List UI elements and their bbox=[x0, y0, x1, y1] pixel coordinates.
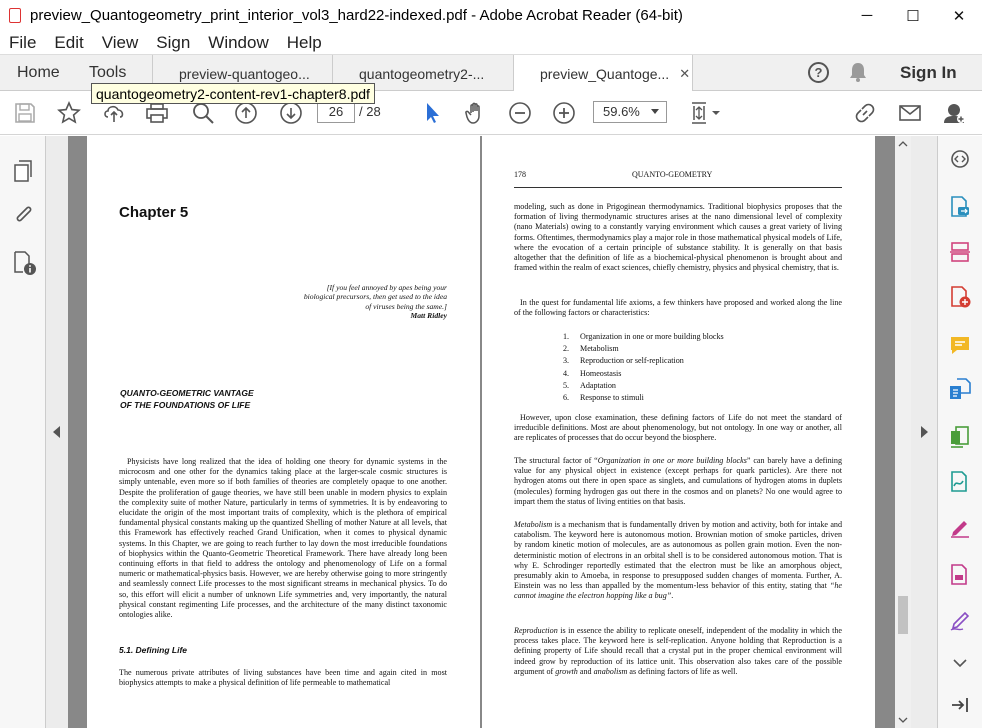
hand-tool-icon[interactable] bbox=[464, 101, 488, 125]
bell-icon[interactable] bbox=[849, 62, 867, 82]
sign-in-button[interactable]: Sign In bbox=[900, 63, 957, 82]
send-for-review-icon[interactable] bbox=[949, 564, 971, 586]
scroll-up-arrow-icon[interactable] bbox=[898, 141, 908, 147]
paragraph: Metabolism is a mechanism that is fundamentally driven by motion and activity, both for intake and catabolism. The keyword here is autonomous motion. Brownian motion of smoke particles, driven by random kinetic motion of molecules, are as autonomous as pollen grain motion. Even the non-deterministic motion of electrons in an orbital shell is to be considered autonomous motion. That is why E. Schrodinger reportedly estimated that the electron must be like an amorphous object, presumably akin to Amoeba, in response to presupposed sudden changes of momenta. Further, A. Einstein was no less than appalled by the momentum-less behavior of this entity, stating that “he cannot imagine the electron hopping like a bug”. bbox=[514, 520, 842, 601]
acrobat-app-icon bbox=[9, 8, 21, 23]
add-user-icon[interactable] bbox=[942, 101, 966, 125]
help-icon[interactable]: ? bbox=[808, 62, 829, 83]
scroll-down-arrow-icon[interactable] bbox=[898, 717, 908, 723]
chevron-down-icon[interactable] bbox=[949, 656, 971, 670]
menu-bar bbox=[0, 31, 982, 54]
menu-help[interactable]: Help bbox=[286, 32, 322, 52]
scrollbar-thumb[interactable] bbox=[898, 596, 908, 634]
running-head: QUANTO-GEOMETRY bbox=[632, 170, 713, 179]
fill-sign-icon[interactable] bbox=[949, 471, 971, 493]
doc-tab-label: preview_Quantoge... bbox=[540, 66, 670, 82]
maximize-button[interactable]: ☐ bbox=[906, 7, 920, 25]
page-number-input[interactable]: 26 bbox=[317, 101, 355, 123]
factor-list bbox=[563, 331, 724, 404]
left-navigation-pane bbox=[0, 136, 46, 728]
tab-tools[interactable]: Tools bbox=[89, 64, 127, 81]
epigraph-line: [If you feel annoyed by apes being your bbox=[326, 283, 447, 292]
menu-window[interactable]: Window bbox=[208, 32, 269, 52]
search-tools-icon[interactable] bbox=[949, 148, 971, 170]
page-thumbnails-icon[interactable] bbox=[13, 159, 35, 183]
zoom-level-select[interactable]: 59.6% bbox=[593, 101, 667, 123]
list-item: 5. Adaptation bbox=[563, 380, 616, 390]
pdf-page-right bbox=[482, 136, 875, 728]
select-cursor-icon[interactable] bbox=[421, 101, 445, 125]
protect-pen-icon[interactable] bbox=[949, 609, 971, 631]
epigraph-author: Matt Ridley bbox=[410, 311, 447, 321]
organize-pages-icon[interactable] bbox=[949, 241, 971, 263]
comment-icon[interactable] bbox=[949, 334, 971, 356]
next-page-icon[interactable] bbox=[279, 101, 303, 125]
zoom-in-icon[interactable] bbox=[552, 101, 576, 125]
create-pdf-icon[interactable] bbox=[949, 286, 971, 308]
zoom-out-icon[interactable] bbox=[508, 101, 532, 125]
print-icon[interactable] bbox=[145, 101, 169, 125]
paragraph: However, upon close examination, these defining factors of Life do not meet the standard of irreducible definitions. Most are about phenomenology, but not ontology. In one way or another, all are replicates of processes that do occur beyond the biosphere. bbox=[514, 413, 842, 443]
menu-view[interactable]: View bbox=[101, 32, 139, 52]
epigraph bbox=[207, 283, 447, 321]
vertical-scrollbar[interactable] bbox=[895, 136, 911, 728]
doc-tab-label: preview-quantogeo... bbox=[179, 65, 310, 82]
export-pdf-icon[interactable] bbox=[949, 196, 971, 218]
edit-pdf-icon[interactable] bbox=[949, 378, 971, 400]
search-icon[interactable] bbox=[191, 101, 215, 125]
list-item: 6. Response to stimuli bbox=[563, 393, 644, 403]
section-heading-line: QUANTO-GEOMETRIC VANTAGE bbox=[120, 388, 254, 398]
document-info-icon[interactable] bbox=[13, 250, 37, 276]
email-icon[interactable] bbox=[898, 101, 922, 125]
window-controls bbox=[844, 0, 982, 31]
share-link-icon[interactable] bbox=[853, 101, 877, 125]
section-heading bbox=[120, 387, 254, 411]
title-bar bbox=[0, 0, 982, 31]
pdf-page-left bbox=[87, 136, 480, 728]
chevron-down-icon[interactable] bbox=[651, 109, 659, 114]
minimize-button[interactable]: ─ bbox=[861, 7, 873, 24]
paragraph: The numerous private attributes of living substances have been time and again cited in most biophysics attempts to make a physical definition of life permeable to mathematical bbox=[119, 668, 447, 688]
attachment-icon[interactable] bbox=[13, 203, 35, 227]
list-item: 4. Homeostasis bbox=[563, 368, 622, 378]
window-title: preview_Quantogeometry_print_interior_vol3_hard22-indexed.pdf - Adobe Acrobat Reader (64-bit) bbox=[30, 7, 683, 24]
subsection-heading: 5.1. Defining Life bbox=[119, 645, 188, 655]
combine-files-icon[interactable] bbox=[949, 426, 971, 448]
page-total: / 28 bbox=[359, 104, 381, 119]
list-item: 2. Metabolism bbox=[563, 344, 619, 354]
left-pane-collapse[interactable] bbox=[46, 136, 68, 728]
previous-page-icon[interactable] bbox=[234, 101, 258, 125]
right-tools-pane bbox=[937, 136, 982, 728]
upload-share-icon[interactable] bbox=[102, 101, 126, 125]
tab-home[interactable]: Home bbox=[17, 64, 60, 81]
chapter-title: Chapter 5 bbox=[119, 204, 189, 221]
paragraph: modeling, such as done in Prigoginean thermodynamics. Traditional biophysics proposes that the formation of living thermodynamic structures arises at the nano dimensional level of complexity (nano Materials) owing to a constantly varying environment which causes a great variety of living forms. Oftentimes, thermodynamics play a major role in those mathematical physical models of Life, where the evocation of a certain principle of substance stability. It is generally on that basis altogether that the definition of life as a biochemical-physical phenomenon is brought about and framed within the realm of exact sciences, chiefly chemistry, physics and physical chemistry, that is. bbox=[514, 202, 842, 273]
page-view-icon[interactable] bbox=[690, 101, 724, 125]
doc-tab-label: quantogeometry2-... bbox=[359, 65, 485, 82]
paragraph: Physicists have long realized that the idea of holding one theory for dynamic systems in the microcosm and one other for the dynamics taking place at the larger-scale cosmic structures is simply untenable, even more so if both families of theories are completely opaque to one another. Despite the proliferation of gauge theories, we have still been unable in modern physics to explain the complexity suite of mother Nature, particularly in terms of symmetries. It is by endeavoring to elucidate the origin of the most important traits of complexity, which is the plethora of empirical fundamental physical constants making up the quantized Shelling of mother Nature at all levels, that this Framework has effectively reached Grand Unification, when it comes to physical dynamic systems. In this Chapter, we are going to reach further to lay down the most irreducible foundations of biophysics within the Quanto-Geometric Theoretical Framework. There have already long been continuing efforts in that field to address the ontology and phenomenology of Life on a formal numeric or mathematical-physics basis. However, we are hereby otherwise going to more stringently and seamlessly connect Life processes to the most significant streams in mechanical physics. To do so, this effort will elicit a number of unknown Life symmetries and, very importantly, the natural physical constant regimenting Life processes, and the architecture of the many distinct taxonomic ontologies alike. bbox=[119, 457, 447, 620]
bookmark-star-icon[interactable] bbox=[57, 101, 81, 125]
list-item: 1. Organization in one or more building blocks bbox=[563, 332, 724, 341]
close-window-button[interactable]: ✕ bbox=[952, 7, 966, 25]
list-item: 3. Reproduction or self-replication bbox=[563, 356, 684, 366]
page-number: 178 bbox=[514, 170, 526, 179]
close-tab-icon[interactable]: ✕ bbox=[679, 66, 691, 81]
epigraph-line: biological precursors, then get used to the idea bbox=[303, 292, 447, 302]
paragraph: Reproduction is in essence the ability to replicate oneself, independent of the modality in which the process takes place. The keyword here is self-replication. Anyone holding that Reproduction is a defining property of Life should recall that a crystal put in the proper chemical environment will indeed grow by reproduction of its lattice unit. This observation also takes care of the possible argument of growth and anabolism as defining factors of life as well. bbox=[514, 626, 842, 676]
tab-tooltip: quantogeometry2-content-rev1-chapter8.pdf bbox=[91, 83, 375, 104]
paragraph: In the quest for fundamental life axioms, a few thinkers have proposed and worked along the line of the following factors or characteristics: bbox=[514, 298, 842, 318]
section-heading-line: OF THE FOUNDATIONS OF LIFE bbox=[120, 400, 251, 410]
collapse-tools-icon[interactable] bbox=[949, 694, 971, 716]
menu-sign[interactable]: Sign bbox=[156, 32, 191, 52]
document-viewport[interactable] bbox=[68, 136, 895, 728]
right-pane-collapse[interactable] bbox=[911, 136, 937, 728]
save-icon[interactable] bbox=[13, 101, 37, 125]
epigraph-line: of viruses being the same.] bbox=[365, 301, 447, 311]
menu-file[interactable]: File bbox=[9, 32, 37, 52]
chevron-right-icon[interactable] bbox=[920, 426, 928, 438]
paragraph: The structural factor of “Organization in one or more building blocks” can barely have a defining value for any physical object in existence (except perhaps for quark particles). Are there not hydrogen atoms out there in open space as singlets, and cumulations of hydrogen atoms in duplets (molecules) forming hydrogen gas out there in the cosmos and on planets? No one would agree to impart them the status of living entities on that basis. bbox=[514, 456, 842, 506]
menu-edit[interactable]: Edit bbox=[54, 32, 84, 52]
doc-tab-3-active[interactable] bbox=[513, 55, 693, 93]
sign-pen-icon[interactable] bbox=[949, 516, 971, 538]
header-rule bbox=[514, 187, 842, 188]
chevron-left-icon[interactable] bbox=[53, 426, 61, 438]
